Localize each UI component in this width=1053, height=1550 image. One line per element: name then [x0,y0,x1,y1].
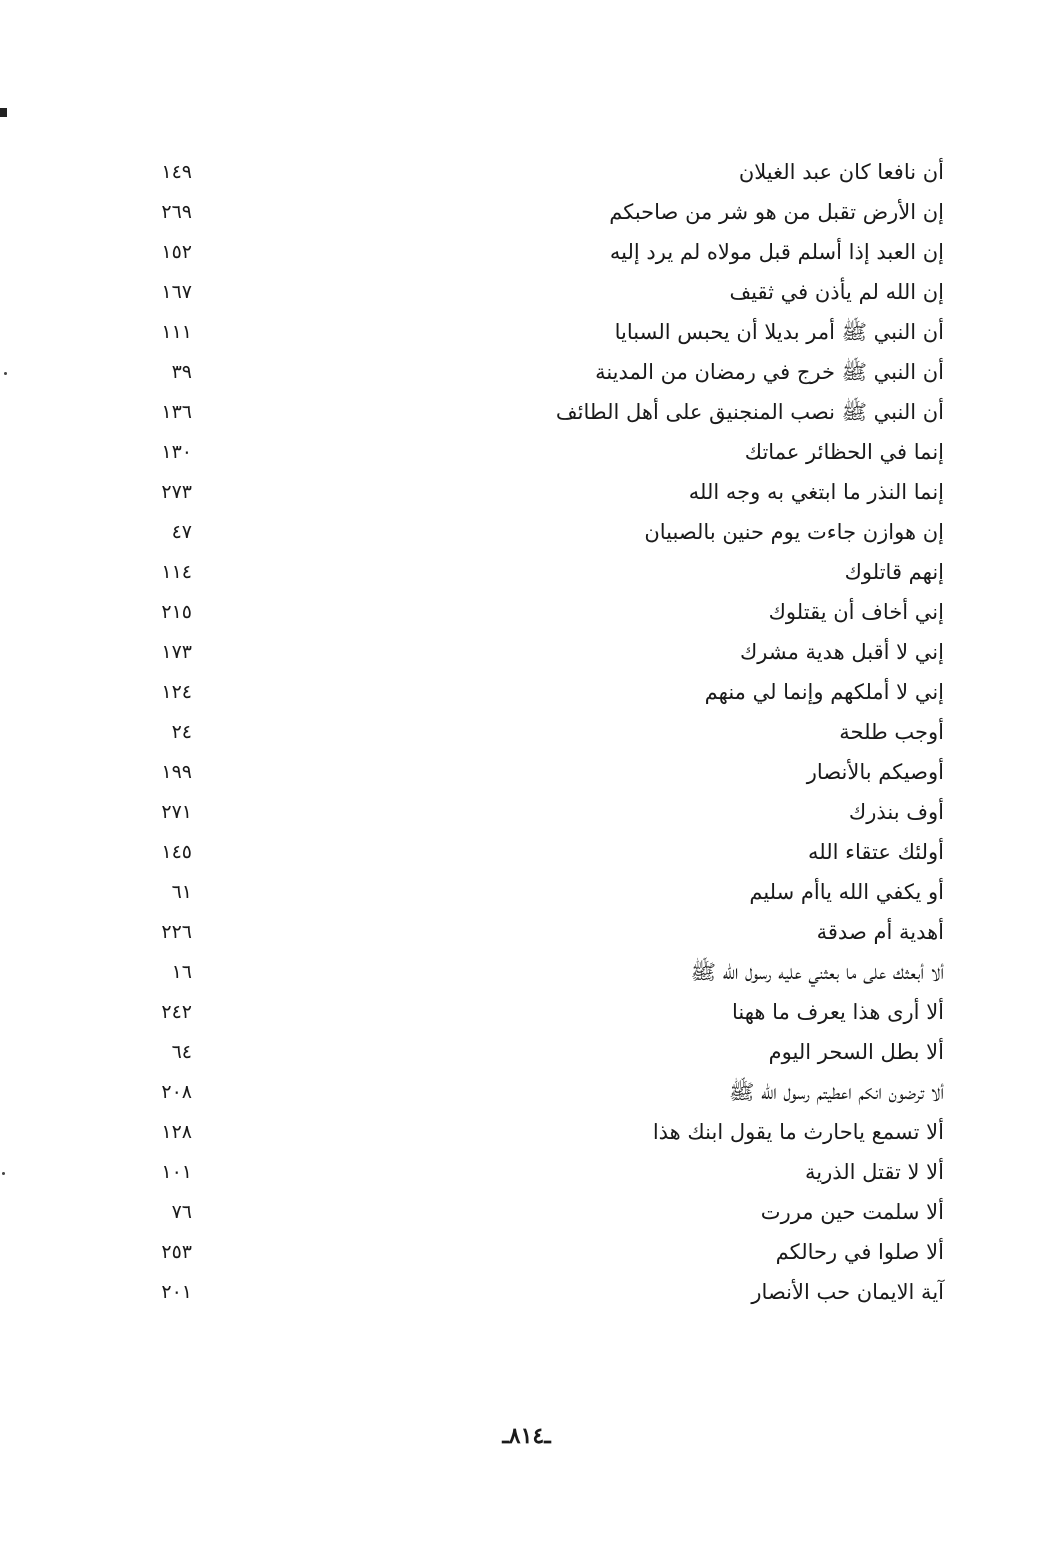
entry-text: ألا لا تقتل الذرية [804,1160,944,1184]
entry-text: إنهم قاتلوك [844,560,944,584]
entry-text: إنما النذر ما ابتغي به وجه الله [688,480,944,504]
entry-page-number: ٢٧٣ [161,481,192,503]
entry-text: ألا أرى هذا يعرف ما ههنا [732,1000,944,1024]
entry-page-number: ١٣٦ [161,401,192,423]
index-row [130,1152,950,1192]
index-row [130,592,950,632]
entry-text: إن الله لم يأذن في ثقيف [729,280,944,304]
entry-page-number: ١١١ [161,321,192,343]
entry-text: ألا ترضون انكم اعطيتم رسول الله ﷺ [728,1080,944,1104]
scan-speck [4,372,7,375]
index-row [130,1032,950,1072]
entry-text: ألا أبعثك على ما بعثني عليه رسول الله ﷺ [690,960,944,984]
index-row [130,232,950,272]
index-row [130,832,950,872]
index-row [130,1272,950,1312]
entry-text: أولئك عتقاء الله [808,840,944,864]
entry-page-number: ٢٤٢ [161,1001,192,1023]
entry-page-number: ٢٥٣ [161,1241,192,1263]
entry-page-number: ٧٦ [171,1201,192,1223]
entry-page-number: ١٩٩ [161,761,192,783]
entry-text: إن هوازن جاءت يوم حنين بالصبيان [644,520,944,544]
entry-text: إن العبد إذا أسلم قبل مولاه لم يرد إليه [609,240,944,264]
index-row [130,792,950,832]
index-row [130,312,950,352]
entry-text: ألا صلوا في رحالكم [775,1240,944,1264]
entry-text: أن نافعا كان عبد الغيلان [738,160,944,184]
index-row [130,432,950,472]
entry-page-number: ١٤٥ [161,841,192,863]
entry-text: أوف بنذرك [848,800,944,824]
entry-text: أو يكفي الله ياأم سليم [749,880,944,904]
entry-page-number: ٢٦٩ [161,201,192,223]
entry-text: آية الايمان حب الأنصار [751,1280,944,1304]
index-row [130,1232,950,1272]
index-row [130,912,950,952]
entry-text: ألا تسمع ياحارث ما يقول ابنك هذا [652,1120,944,1144]
entry-text: إني أخاف أن يقتلوك [768,600,944,624]
index-row [130,472,950,512]
index-row [130,512,950,552]
entry-page-number: ٢٧١ [161,801,192,823]
index-row [130,952,950,992]
index-row [130,752,950,792]
entry-text: أن النبي ﷺ أمر بديلا أن يحبس السبايا [614,320,944,344]
index-row [130,272,950,312]
index-row [130,1192,950,1232]
entry-page-number: ١٦٧ [161,281,192,303]
index-row [130,392,950,432]
entry-page-number: ١١٤ [161,561,192,583]
index-row [130,152,950,192]
entry-text: ألا سلمت حين مررت [760,1200,944,1224]
entry-page-number: ١٧٣ [161,641,192,663]
entry-page-number: ٦١ [171,881,192,903]
entry-page-number: ٢٤ [171,721,192,743]
hadith-index-list [130,152,950,1312]
entry-page-number: ٤٧ [171,521,192,543]
entry-text: إن الأرض تقبل من هو شر من صاحبكم [609,200,944,224]
entry-page-number: ١٦ [171,961,192,983]
index-row [130,632,950,672]
index-row [130,712,950,752]
entry-text: ألا بطل السحر اليوم [768,1040,944,1064]
index-row [130,872,950,912]
entry-page-number: ٢٠١ [161,1281,192,1303]
entry-text: إني لا أملكهم وإنما لي منهم [704,680,944,704]
entry-text: أوصيكم بالأنصار [806,760,944,784]
entry-page-number: ١٢٨ [161,1121,192,1143]
index-row [130,1112,950,1152]
entry-page-number: ٢١٥ [161,601,192,623]
entry-page-number: ١٥٢ [161,241,192,263]
entry-page-number: ٢٠٨ [161,1081,192,1103]
scan-speck [2,1172,5,1175]
index-row [130,672,950,712]
entry-text: إني لا أقبل هدية مشرك [739,640,944,664]
index-row [130,992,950,1032]
entry-page-number: ١٠١ [161,1161,192,1183]
entry-page-number: ١٣٠ [161,441,192,463]
index-row [130,352,950,392]
entry-text: إنما في الحظائر عماتك [744,440,944,464]
entry-page-number: ٣٩ [171,361,192,383]
page-number: ـ٨١٤ـ [502,1423,551,1449]
entry-page-number: ٦٤ [171,1041,192,1063]
index-row [130,552,950,592]
entry-page-number: ١٤٩ [161,161,192,183]
entry-text: أن النبي ﷺ نصب المنجنيق على أهل الطائف [555,400,944,424]
index-row [130,192,950,232]
entry-page-number: ٢٢٦ [161,921,192,943]
entry-text: أوجب طلحة [839,720,944,744]
scan-edge-mark [0,108,7,117]
entry-text: أهدية أم صدقة [816,920,944,944]
entry-text: أن النبي ﷺ خرج في رمضان من المدينة [595,360,944,384]
index-row [130,1072,950,1112]
entry-page-number: ١٢٤ [161,681,192,703]
